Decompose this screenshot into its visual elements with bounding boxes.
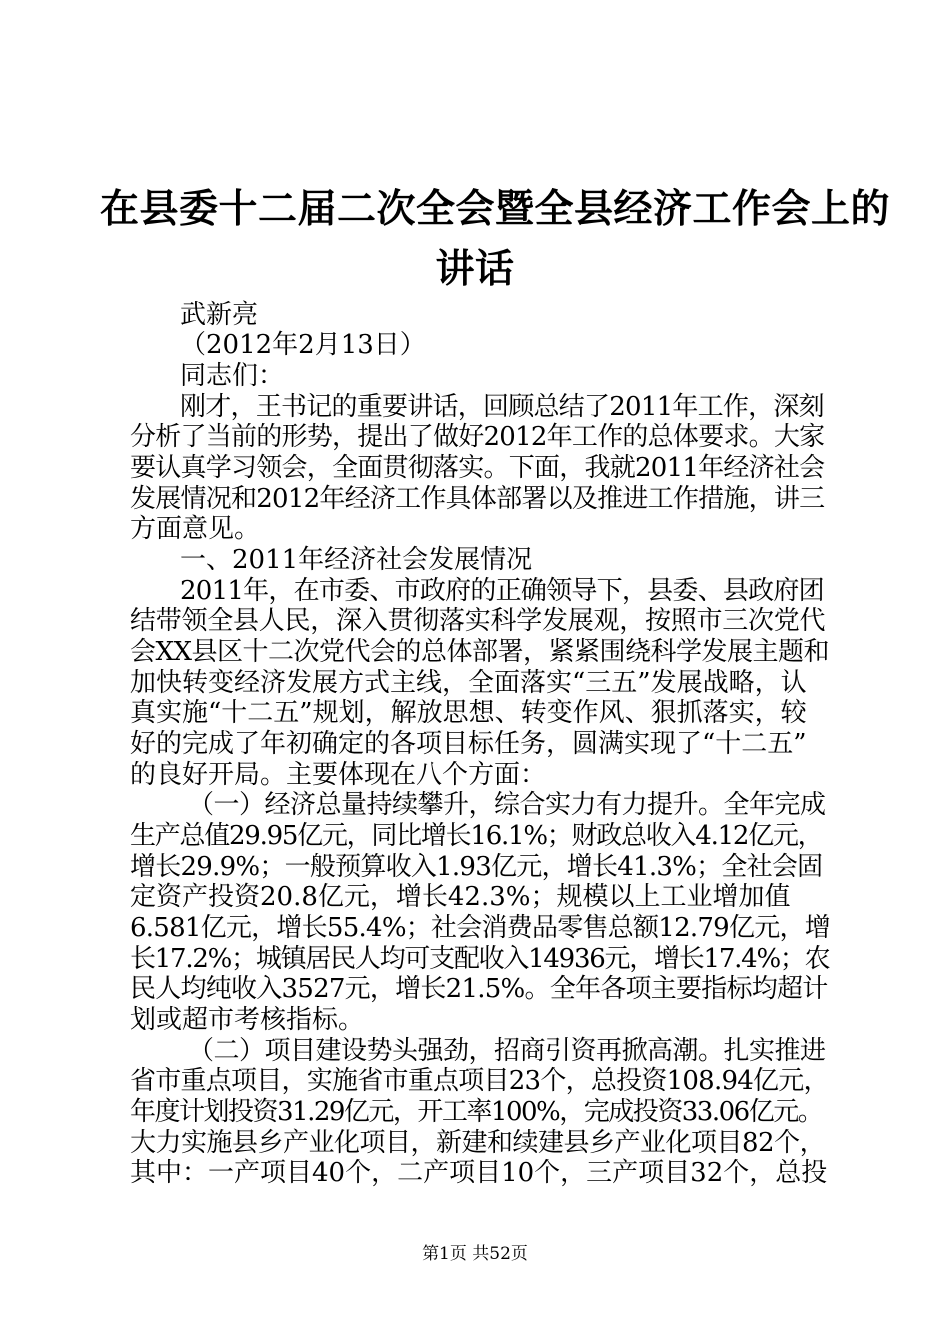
paragraph-line: 要认真学习领会，全面贯彻落实。下面，我就2011年经济社会: [130, 453, 825, 483]
paragraph-line: 真实施“十二五”规划，解放思想、转变作风、狠抓落实，较: [130, 698, 807, 728]
paragraph-line: 会XX县区十二次党代会的总体部署，紧紧围绕科学发展主题和: [130, 637, 830, 667]
paragraph-line: 加快转变经济发展方式主线，全面落实“三五”发展战略，认: [130, 668, 807, 698]
document-title-continued: 讲话: [435, 247, 515, 292]
paragraph-line: 大力实施县乡产业化项目，新建和续建县乡产业化项目82个，: [130, 1128, 826, 1158]
paragraph-line: 长17.2%；城镇居民人均可支配收入14936元，增长17.4%；农: [130, 944, 830, 974]
date-line: （2012年2月13日）: [180, 330, 426, 360]
paragraph-line: 方面意见。: [130, 514, 261, 544]
paragraph-line: 2011年，在市委、市政府的正确领导下，县委、县政府团: [180, 576, 824, 606]
paragraph-line: 的良好开局。主要体现在八个方面：: [130, 760, 547, 790]
author-line: 武新亮: [180, 300, 259, 330]
paragraph-line: 结带领全县人民，深入贯彻落实科学发展观，按照市三次党代: [130, 606, 826, 636]
paragraph-line: 划或超市考核指标。: [130, 1005, 365, 1035]
paragraph-line: 定资产投资20.8亿元，增长42.3%；规模以上工业增加值: [130, 882, 791, 912]
paragraph-line: 省市重点项目，实施省市重点项目23个，总投资108.94亿元，: [130, 1066, 829, 1096]
paragraph-line: 发展情况和2012年经济工作具体部署以及推进工作措施，讲三: [130, 484, 825, 514]
section-heading: 一、2011年经济社会发展情况: [180, 545, 533, 575]
paragraph-line: 好的完成了年初确定的各项目标任务，圆满实现了“十二五”: [130, 729, 807, 759]
salutation-line: 同志们：: [180, 361, 285, 391]
paragraph-line: 民人均纯收入3527元，增长21.5%。全年各项主要指标均超计: [130, 974, 828, 1004]
paragraph-line: （二）项目建设势头强劲，招商引资再掀高潮。扎实推进: [188, 1036, 826, 1066]
paragraph-line: 分析了当前的形势，提出了做好2012年工作的总体要求。大家: [130, 422, 825, 452]
paragraph-line: （一）经济总量持续攀升，综合实力有力提升。全年完成: [188, 790, 826, 820]
paragraph-line: 6.581亿元，增长55.4%；社会消费品零售总额12.79亿元，增: [130, 913, 830, 943]
paragraph-line: 年度计划投资31.29亿元，开工率100%，完成投资33.06亿元。: [130, 1097, 823, 1127]
paragraph-line: 增长29.9%；一般预算收入1.93亿元，增长41.3%；全社会固: [130, 852, 823, 882]
paragraph-line: 刚才，王书记的重要讲话，回顾总结了2011年工作，深刻: [180, 392, 824, 422]
paragraph-line: 其中：一产项目40个，二产项目10个，三产项目32个，总投: [130, 1158, 828, 1188]
page-number: 第1页 共52页: [422, 1244, 528, 1264]
document-title: 在县委十二届二次全会暨全县经济工作会上的: [100, 187, 891, 232]
paragraph-line: 生产总值29.95亿元，同比增长16.1%；财政总收入4.12亿元，: [130, 821, 823, 851]
